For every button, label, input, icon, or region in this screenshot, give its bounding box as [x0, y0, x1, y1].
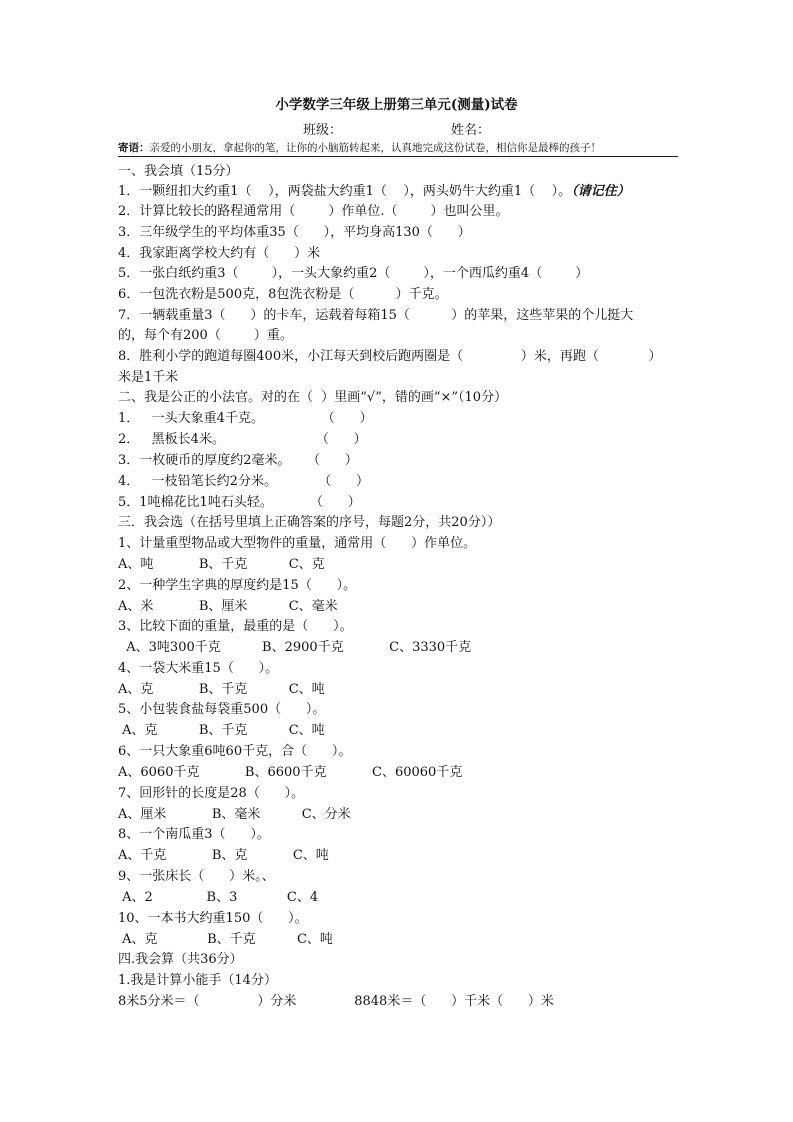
- question-line: 4．我家距离学校大约有（ ）米: [118, 246, 321, 261]
- question-line: 8、一个南瓜重3（ ）。: [118, 827, 270, 842]
- options-line: A、克 B、千克 C、吨: [118, 932, 333, 947]
- question-line: 的，每个有200（ ）重。: [118, 328, 293, 343]
- options-line: A、3吨300千克 B、2900千克 C、3330千克: [118, 640, 472, 655]
- question-line: 3．三年级学生的平均体重35（ ），平均身高130（ ）: [118, 225, 471, 240]
- question-line: 3、比较下面的重量，最重的是（ ）。: [118, 619, 353, 634]
- class-label: 班级：: [303, 123, 343, 138]
- greeting: [118, 140, 678, 157]
- options-line: A、6060千克 B、6600千克 C、60060千克: [118, 765, 463, 780]
- greeting-text: 亲爱的小朋友，拿起你的笔，让你的小脑筋转起来，认真地完成这份试卷，相信你是最棒的孩子！: [149, 142, 601, 154]
- question-line: 9、一张床长（ ）米。、: [118, 869, 275, 884]
- options-line: A、克 B、千克 C、吨: [118, 682, 325, 697]
- question-line: 4、一袋大米重15（ ）。: [118, 661, 279, 676]
- question-line: 8米5分米＝（ ）分米 8848米＝（ ）千米（ ）米: [118, 994, 554, 1009]
- question-line: 7、回形针的长度是28（ ）。: [118, 786, 305, 801]
- question-line: 3．一枚硬币的厚度约2毫米。 （ ）: [118, 453, 358, 468]
- question-line: 2．计算比较长的路程通常用（ ）作单位.（ ）也叫公里。: [118, 204, 509, 219]
- question-line: 8．胜利小学的跑道每圈400米，小江每天到校后跑两圈是（ ）米，再跑（ ）: [118, 349, 662, 364]
- options-line: A、克 B、千克 C、吨: [118, 723, 325, 738]
- question-line: 6．一包洗衣粉是500克，8包洗衣粉是（ ）千克。: [118, 287, 448, 302]
- options-line: A、厘米 B、毫米 C、分米: [118, 807, 351, 822]
- section-heading: 三．我会选（在括号里填上正确答案的序号，每题2分，共20分））: [118, 515, 501, 530]
- remember-note: （请记住）: [571, 184, 630, 199]
- name-label: 姓名：: [451, 123, 491, 138]
- question-line: 10、一本书大约重150（ ）。: [118, 911, 308, 926]
- question-line: 2、一种学生字典的厚度约是15（ ）。: [118, 578, 357, 593]
- options-line: A、米 B、厘米 C、毫米: [118, 599, 338, 614]
- question-line: 7．一辆载重量3（ ）的卡车，运载着每箱15（ ）的苹果，这些苹果的个儿挺大: [118, 308, 634, 323]
- greeting-prefix: 寄语：: [118, 142, 150, 154]
- question-line: 1、计量重型物品或大型物件的重量，通常用（ ）作单位。: [118, 536, 477, 551]
- page-title: 小学数学三年级上册第三单元(测量)试卷: [275, 97, 518, 113]
- question-line: [118, 183, 630, 201]
- question-line: 5．一张白纸约重3（ ），一头大象约重2（ ），一个西瓜约重4（ ）: [118, 266, 589, 281]
- question-line: 米是1千米: [118, 370, 179, 385]
- question-line: 6、一只大象重6吨60千克，合（ ）。: [118, 744, 352, 759]
- question-text: 1．一颗纽扣大约重1（ ），两袋盐大约重1（ ），两头奶牛大约重1（ ）。: [118, 184, 572, 199]
- question-line: 1． 一头大象重4千克。 （ ）: [118, 411, 373, 426]
- section-heading: 二、我是公正的小法官。对的在（ ）里画“√”，错的画“×”（10分）: [118, 390, 508, 405]
- section-heading: 一、我会填（15分）: [118, 164, 239, 179]
- section-heading: 四.我会算（共36分）: [118, 952, 243, 967]
- subsection-heading: 1.我是计算小能手（14分）: [118, 973, 277, 988]
- options-line: A、2 B、3 C、4: [118, 890, 319, 905]
- question-line: 4． 一枝铅笔长约2分米。 （ ）: [118, 474, 370, 489]
- options-line: A、千克 B、克 C、吨: [118, 848, 329, 863]
- question-line: 5．1吨棉花比1吨石头轻。 （ ）: [118, 495, 361, 510]
- options-line: A、吨 B、千克 C、克: [118, 557, 325, 572]
- question-line: 2． 黑板长4米。 （ ）: [118, 432, 367, 447]
- question-line: 5、小包装食盐每袋重500（ ）。: [118, 702, 326, 717]
